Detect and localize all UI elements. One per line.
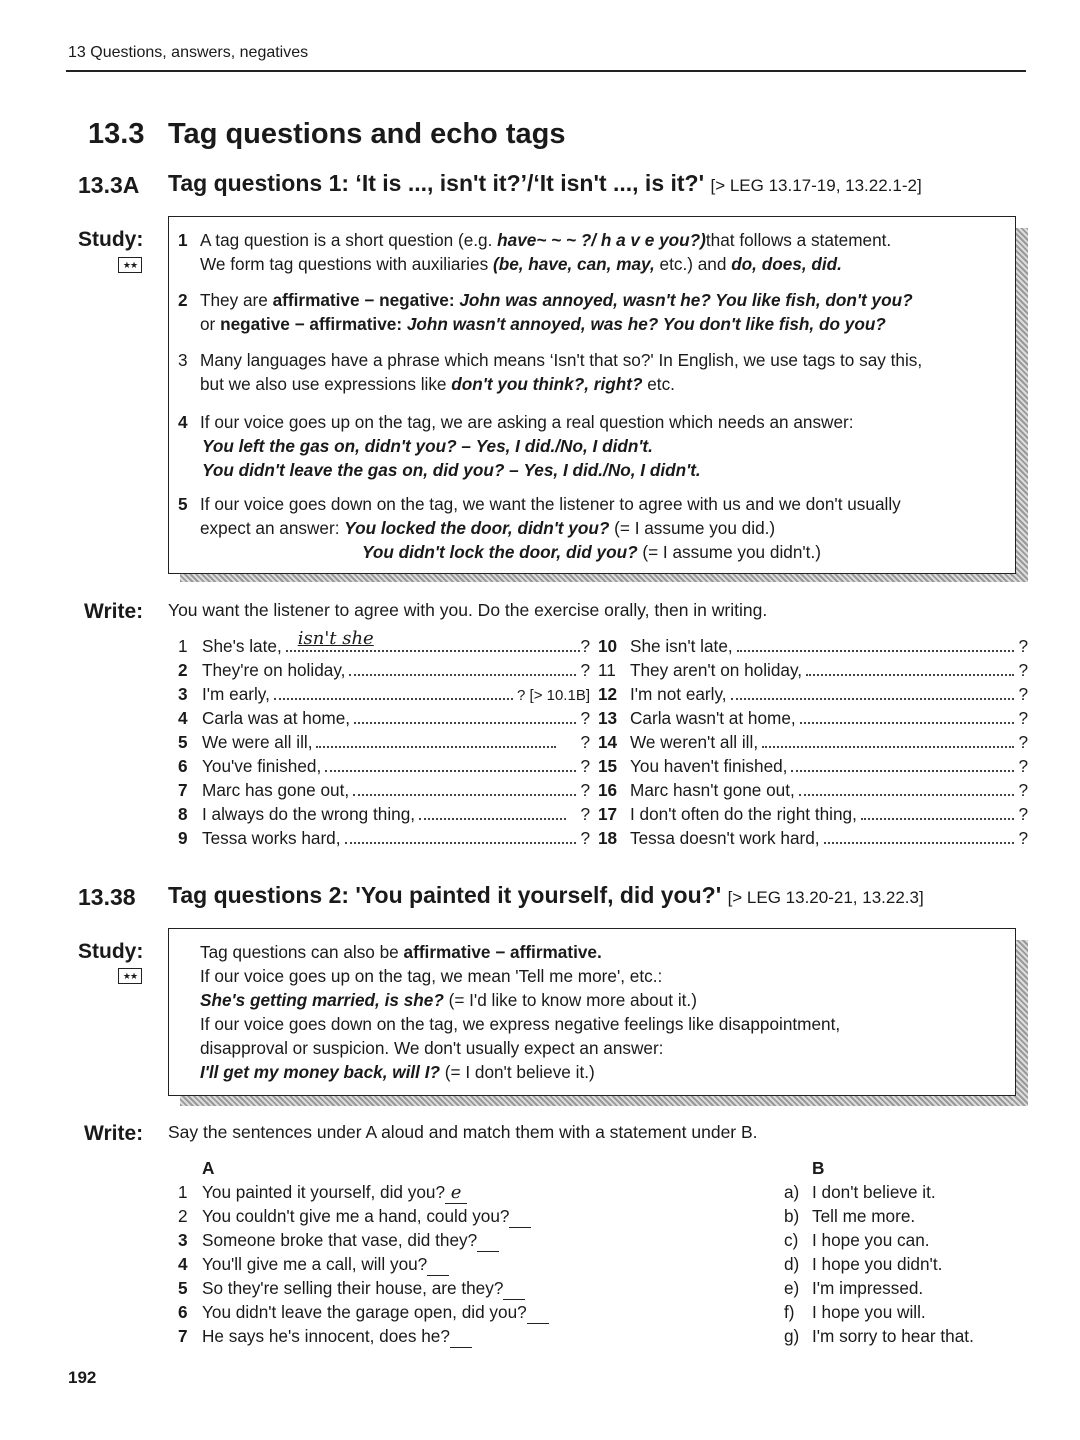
match-item: 6 You didn't leave the garage open, did you? xyxy=(178,1302,549,1326)
exercise-item: 8 I always do the wrong thing, ? xyxy=(178,804,590,824)
match-option: e) I'm impressed. xyxy=(784,1278,924,1298)
match-item: 7 He says he's innocent, does he? xyxy=(178,1326,549,1350)
write-label-b: Write: xyxy=(84,1122,144,1145)
running-head: 13 Questions, answers, negatives xyxy=(68,44,309,61)
stars-icon-b: ★★ xyxy=(118,968,142,984)
answer-blank[interactable] xyxy=(824,828,1015,844)
answer-blank[interactable] xyxy=(354,708,576,724)
exercise-item: 1 She's late, isn't she ? xyxy=(178,628,590,656)
exercise-item: 3 I'm early, ? [> 10.1B] xyxy=(178,684,590,704)
exercise-item: 15 You haven't finished, ? xyxy=(598,756,1028,776)
write-instruction-b: Say the sentences under A aloud and match them with a statement under B. xyxy=(168,1122,758,1142)
match-item: 2 You couldn't give me a hand, could you? xyxy=(178,1206,549,1230)
box-a-point-5: 5 If our voice goes down on the tag, we want the listener to agree with us and we don't usually expect an answer: You locked the door, didn't you? (= I assume you did.) You didn't lock the door, did you? (= I assume you didn't.) xyxy=(178,494,901,562)
answer-blank[interactable] xyxy=(731,684,1015,700)
section-number: 13.3 xyxy=(88,118,145,150)
column-b-header: B xyxy=(812,1158,825,1178)
exercise-item: 2 They're on holiday, ? xyxy=(178,660,590,680)
exercise-item: 14 We weren't all ill, ? xyxy=(598,732,1028,752)
answer-blank[interactable] xyxy=(419,804,566,820)
exercise-item: 11 They aren't on holiday, ? xyxy=(598,660,1028,680)
exercise-item: 4 Carla was at home, ? xyxy=(178,708,590,728)
match-answer-blank[interactable] xyxy=(527,1302,549,1324)
subsection-a-ref: [> LEG 13.17-19, 13.22.1-2] xyxy=(710,176,922,195)
subsection-b-title-text: Tag questions 2: 'You painted it yourself, did you?' xyxy=(168,882,722,908)
answer-blank[interactable] xyxy=(349,660,576,676)
answer-blank[interactable] xyxy=(806,660,1014,676)
match-list-b xyxy=(784,1182,974,1350)
answer-blank[interactable] xyxy=(274,684,513,700)
match-option: g) I'm sorry to hear that. xyxy=(784,1326,974,1346)
answer-blank[interactable] xyxy=(325,756,576,772)
match-answer-blank[interactable] xyxy=(503,1278,525,1300)
answer-blank[interactable] xyxy=(762,732,1014,748)
answer-blank[interactable] xyxy=(799,780,1015,796)
exercise-a-right-list xyxy=(598,636,1028,852)
header-rule xyxy=(66,70,1026,72)
exercise-a-left-list xyxy=(178,628,590,852)
column-a-header: A xyxy=(202,1158,215,1178)
answer-blank[interactable] xyxy=(345,828,577,844)
box-a-point-3: 3 Many languages have a phrase which means ‘Isn't that so?' In English, we use tags to say this, but we also use expressions like don't you think?, right? etc. xyxy=(178,350,923,394)
subsection-a-number: 13.3A xyxy=(78,172,140,198)
section-title: Tag questions and echo tags xyxy=(168,118,566,150)
exercise-item: 18 Tessa doesn't work hard, ? xyxy=(598,828,1028,848)
exercise-item: 13 Carla wasn't at home, ? xyxy=(598,708,1028,728)
subsection-a-title xyxy=(168,170,922,197)
answer-blank[interactable]: isn't she xyxy=(286,636,581,652)
exercise-item: 17 I don't often do the right thing, ? xyxy=(598,804,1028,824)
match-option: f) I hope you will. xyxy=(784,1302,926,1322)
answer-blank[interactable] xyxy=(861,804,1015,820)
box-a-point-4: 4 If our voice goes up on the tag, we are asking a real question which needs an answer: You left the gas on, didn't you? – Yes, I did./No, I didn't. You didn't leave the gas on, did you? – Yes, I did./No, I didn't. xyxy=(178,412,854,480)
exercise-item: 10 She isn't late, ? xyxy=(598,636,1028,656)
exercise-item: 7 Marc has gone out, ? xyxy=(178,780,590,800)
subsection-b-ref: [> LEG 13.20-21, 13.22.3] xyxy=(727,888,924,907)
match-option: c) I hope you can. xyxy=(784,1230,930,1250)
match-answer-blank[interactable] xyxy=(477,1230,499,1252)
stars-icon-a: ★★ xyxy=(118,257,142,273)
exercise-item: 16 Marc hasn't gone out, ? xyxy=(598,780,1028,800)
match-answer-blank[interactable] xyxy=(509,1206,531,1228)
page-number: 192 xyxy=(68,1368,97,1387)
subsection-a-title-text: Tag questions 1: ‘It is ..., isn't it?’/‘It isn't ..., is it?' xyxy=(168,170,705,196)
match-answer-blank[interactable] xyxy=(427,1254,449,1276)
answer-blank[interactable] xyxy=(353,780,576,796)
match-item: 4 You'll give me a call, will you? xyxy=(178,1254,549,1278)
match-item: 1 You painted it yourself, did you? e xyxy=(178,1182,549,1206)
write-label-a: Write: xyxy=(84,600,144,623)
box-a-point-1: 1 A tag question is a short question (e.g. have~ ~ ~ ?/ h a v e you?)that follows a statement. We form tag questions with auxiliaries (be, have, can, may, etc.) and do, does, did. xyxy=(178,230,892,274)
exercise-item: 5 We were all ill, ? xyxy=(178,732,590,752)
match-answer-blank[interactable] xyxy=(450,1326,472,1348)
match-option: b) Tell me more. xyxy=(784,1206,916,1226)
match-option: a) I don't believe it. xyxy=(784,1182,936,1202)
study-label-b: Study: xyxy=(78,940,144,963)
match-list-a xyxy=(178,1182,549,1350)
match-answer-blank[interactable]: e xyxy=(445,1182,467,1204)
match-item: 5 So they're selling their house, are they? xyxy=(178,1278,549,1302)
match-option: d) I hope you didn't. xyxy=(784,1254,943,1274)
answer-blank[interactable] xyxy=(737,636,1015,652)
write-instruction-a: You want the listener to agree with you. Do the exercise orally, then in writing. xyxy=(168,600,768,620)
answer-blank[interactable] xyxy=(800,708,1015,724)
box-a-point-2: 2 They are affirmative − negative: John was annoyed, wasn't he? You like fish, don't you? or negative − affirmative: John wasn't annoyed, was he? You don't like fish, do you? xyxy=(178,290,913,334)
exercise-item: 6 You've finished, ? xyxy=(178,756,590,776)
answer-blank[interactable] xyxy=(791,756,1014,772)
match-item: 3 Someone broke that vase, did they? xyxy=(178,1230,549,1254)
box-b-text: Tag questions can also be affirmative − affirmative. If our voice goes up on the tag, we mean 'Tell me more', etc.: She's getting married, is she? (= I'd like to know more about it.) If our voice goes down on the tag, we express negative feelings like disappointment, disapproval or suspicion. We don't usually expect an answer: I'll get my money back, will I? (= I don't believe it.) xyxy=(200,942,841,1082)
answer-blank[interactable] xyxy=(316,732,556,748)
study-label-a: Study: xyxy=(78,228,144,251)
subsection-b-number: 13.38 xyxy=(78,884,136,910)
exercise-item: 9 Tessa works hard, ? xyxy=(178,828,590,848)
subsection-b-title xyxy=(168,882,924,909)
exercise-item: 12 I'm not early, ? xyxy=(598,684,1028,704)
